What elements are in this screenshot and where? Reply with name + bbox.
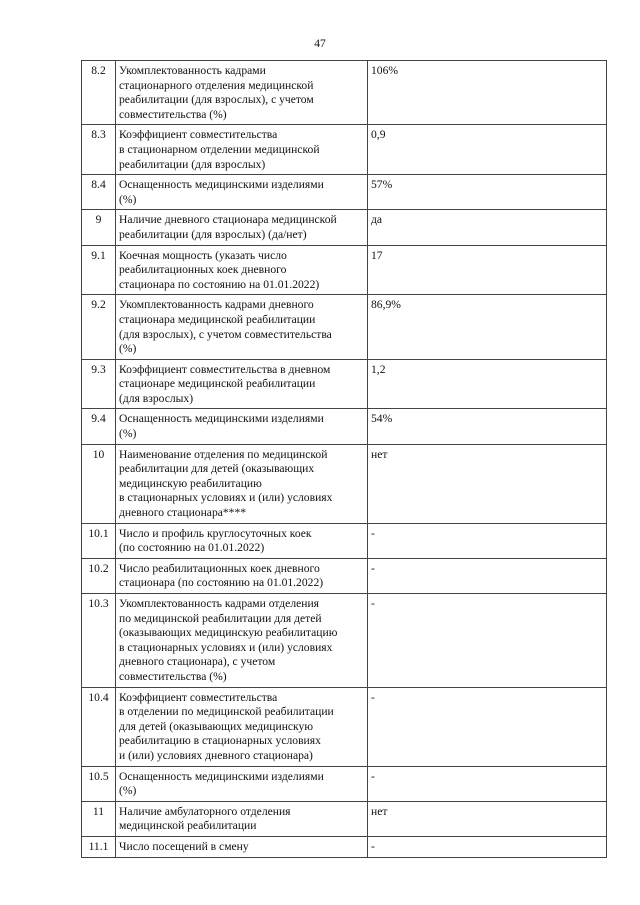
table-row: [82, 444, 607, 523]
table-row: [82, 594, 607, 688]
page-number: 47: [314, 38, 326, 50]
row-value: 17: [368, 245, 607, 295]
indicators-table: [81, 60, 607, 858]
table-body: [82, 61, 607, 858]
row-label: Коэффициент совместительства в стационарном отделении медицинской реабилитации (для взрослых): [116, 125, 368, 175]
row-value: -: [368, 523, 607, 558]
row-label: Коэффициент совместительства в дневном стационаре медицинской реабилитации (для взрослых): [116, 359, 368, 409]
row-value: нет: [368, 801, 607, 836]
row-number: 8.2: [82, 61, 116, 125]
row-value: нет: [368, 444, 607, 523]
row-label: Коэффициент совместительства в отделении по медицинской реабилитации для детей (оказывающих медицинскую реабилитацию в стационарных условиях и (или) условиях дневного стационара): [116, 687, 368, 766]
table-row: [82, 359, 607, 409]
table-row: [82, 523, 607, 558]
row-label: Число посещений в смену: [116, 836, 368, 857]
row-value: -: [368, 558, 607, 593]
row-value: 54%: [368, 409, 607, 444]
row-number: 10.2: [82, 558, 116, 593]
table-row: [82, 558, 607, 593]
row-number: 10.1: [82, 523, 116, 558]
row-label: Укомплектованность кадрами стационарного отделения медицинской реабилитации (для взрослых), с учетом совместительства (%): [116, 61, 368, 125]
table-row: [82, 836, 607, 857]
row-number: 10.3: [82, 594, 116, 688]
row-value: 86,9%: [368, 295, 607, 359]
row-label: Число и профиль круглосуточных коек (по состоянию на 01.01.2022): [116, 523, 368, 558]
row-number: 8.3: [82, 125, 116, 175]
row-number: 9: [82, 210, 116, 245]
row-number: 10.5: [82, 766, 116, 801]
row-number: 9.3: [82, 359, 116, 409]
table-row: [82, 210, 607, 245]
row-number: 11.1: [82, 836, 116, 857]
table-row: [82, 766, 607, 801]
row-number: 11: [82, 801, 116, 836]
row-label: Оснащенность медицинскими изделиями (%): [116, 409, 368, 444]
row-label: Наличие дневного стационара медицинской реабилитации (для взрослых) (да/нет): [116, 210, 368, 245]
row-number: 10.4: [82, 687, 116, 766]
row-value: 1,2: [368, 359, 607, 409]
row-value: 57%: [368, 175, 607, 210]
row-value: -: [368, 766, 607, 801]
table-row: [82, 409, 607, 444]
row-label: Укомплектованность кадрами дневного стационара медицинской реабилитации (для взрослых), с учетом совместительства (%): [116, 295, 368, 359]
row-value: -: [368, 836, 607, 857]
table-row: [82, 175, 607, 210]
row-label: Оснащенность медицинскими изделиями (%): [116, 766, 368, 801]
row-number: 10: [82, 444, 116, 523]
row-label: Оснащенность медицинскими изделиями (%): [116, 175, 368, 210]
table-row: [82, 801, 607, 836]
table-row: [82, 687, 607, 766]
row-label: Наличие амбулаторного отделения медицинской реабилитации: [116, 801, 368, 836]
row-value: -: [368, 687, 607, 766]
row-value: да: [368, 210, 607, 245]
table-row: [82, 245, 607, 295]
row-label: Коечная мощность (указать число реабилитационных коек дневного стационара по состоянию на 01.01.2022): [116, 245, 368, 295]
row-value: -: [368, 594, 607, 688]
table-row: [82, 125, 607, 175]
row-value: 0,9: [368, 125, 607, 175]
row-label: Наименование отделения по медицинской реабилитации для детей (оказывающих медицинскую реабилитацию в стационарных условиях и (или) условиях дневного стационара****: [116, 444, 368, 523]
row-number: 8.4: [82, 175, 116, 210]
row-number: 9.4: [82, 409, 116, 444]
row-label: Число реабилитационных коек дневного стационара (по состоянию на 01.01.2022): [116, 558, 368, 593]
row-number: 9.1: [82, 245, 116, 295]
row-label: Укомплектованность кадрами отделения по медицинской реабилитации для детей (оказывающих медицинскую реабилитацию в стационарных условиях и (или) условиях дневного стационара), с учетом совместительства (%): [116, 594, 368, 688]
table-row: [82, 295, 607, 359]
table-row: [82, 61, 607, 125]
row-value: 106%: [368, 61, 607, 125]
row-number: 9.2: [82, 295, 116, 359]
